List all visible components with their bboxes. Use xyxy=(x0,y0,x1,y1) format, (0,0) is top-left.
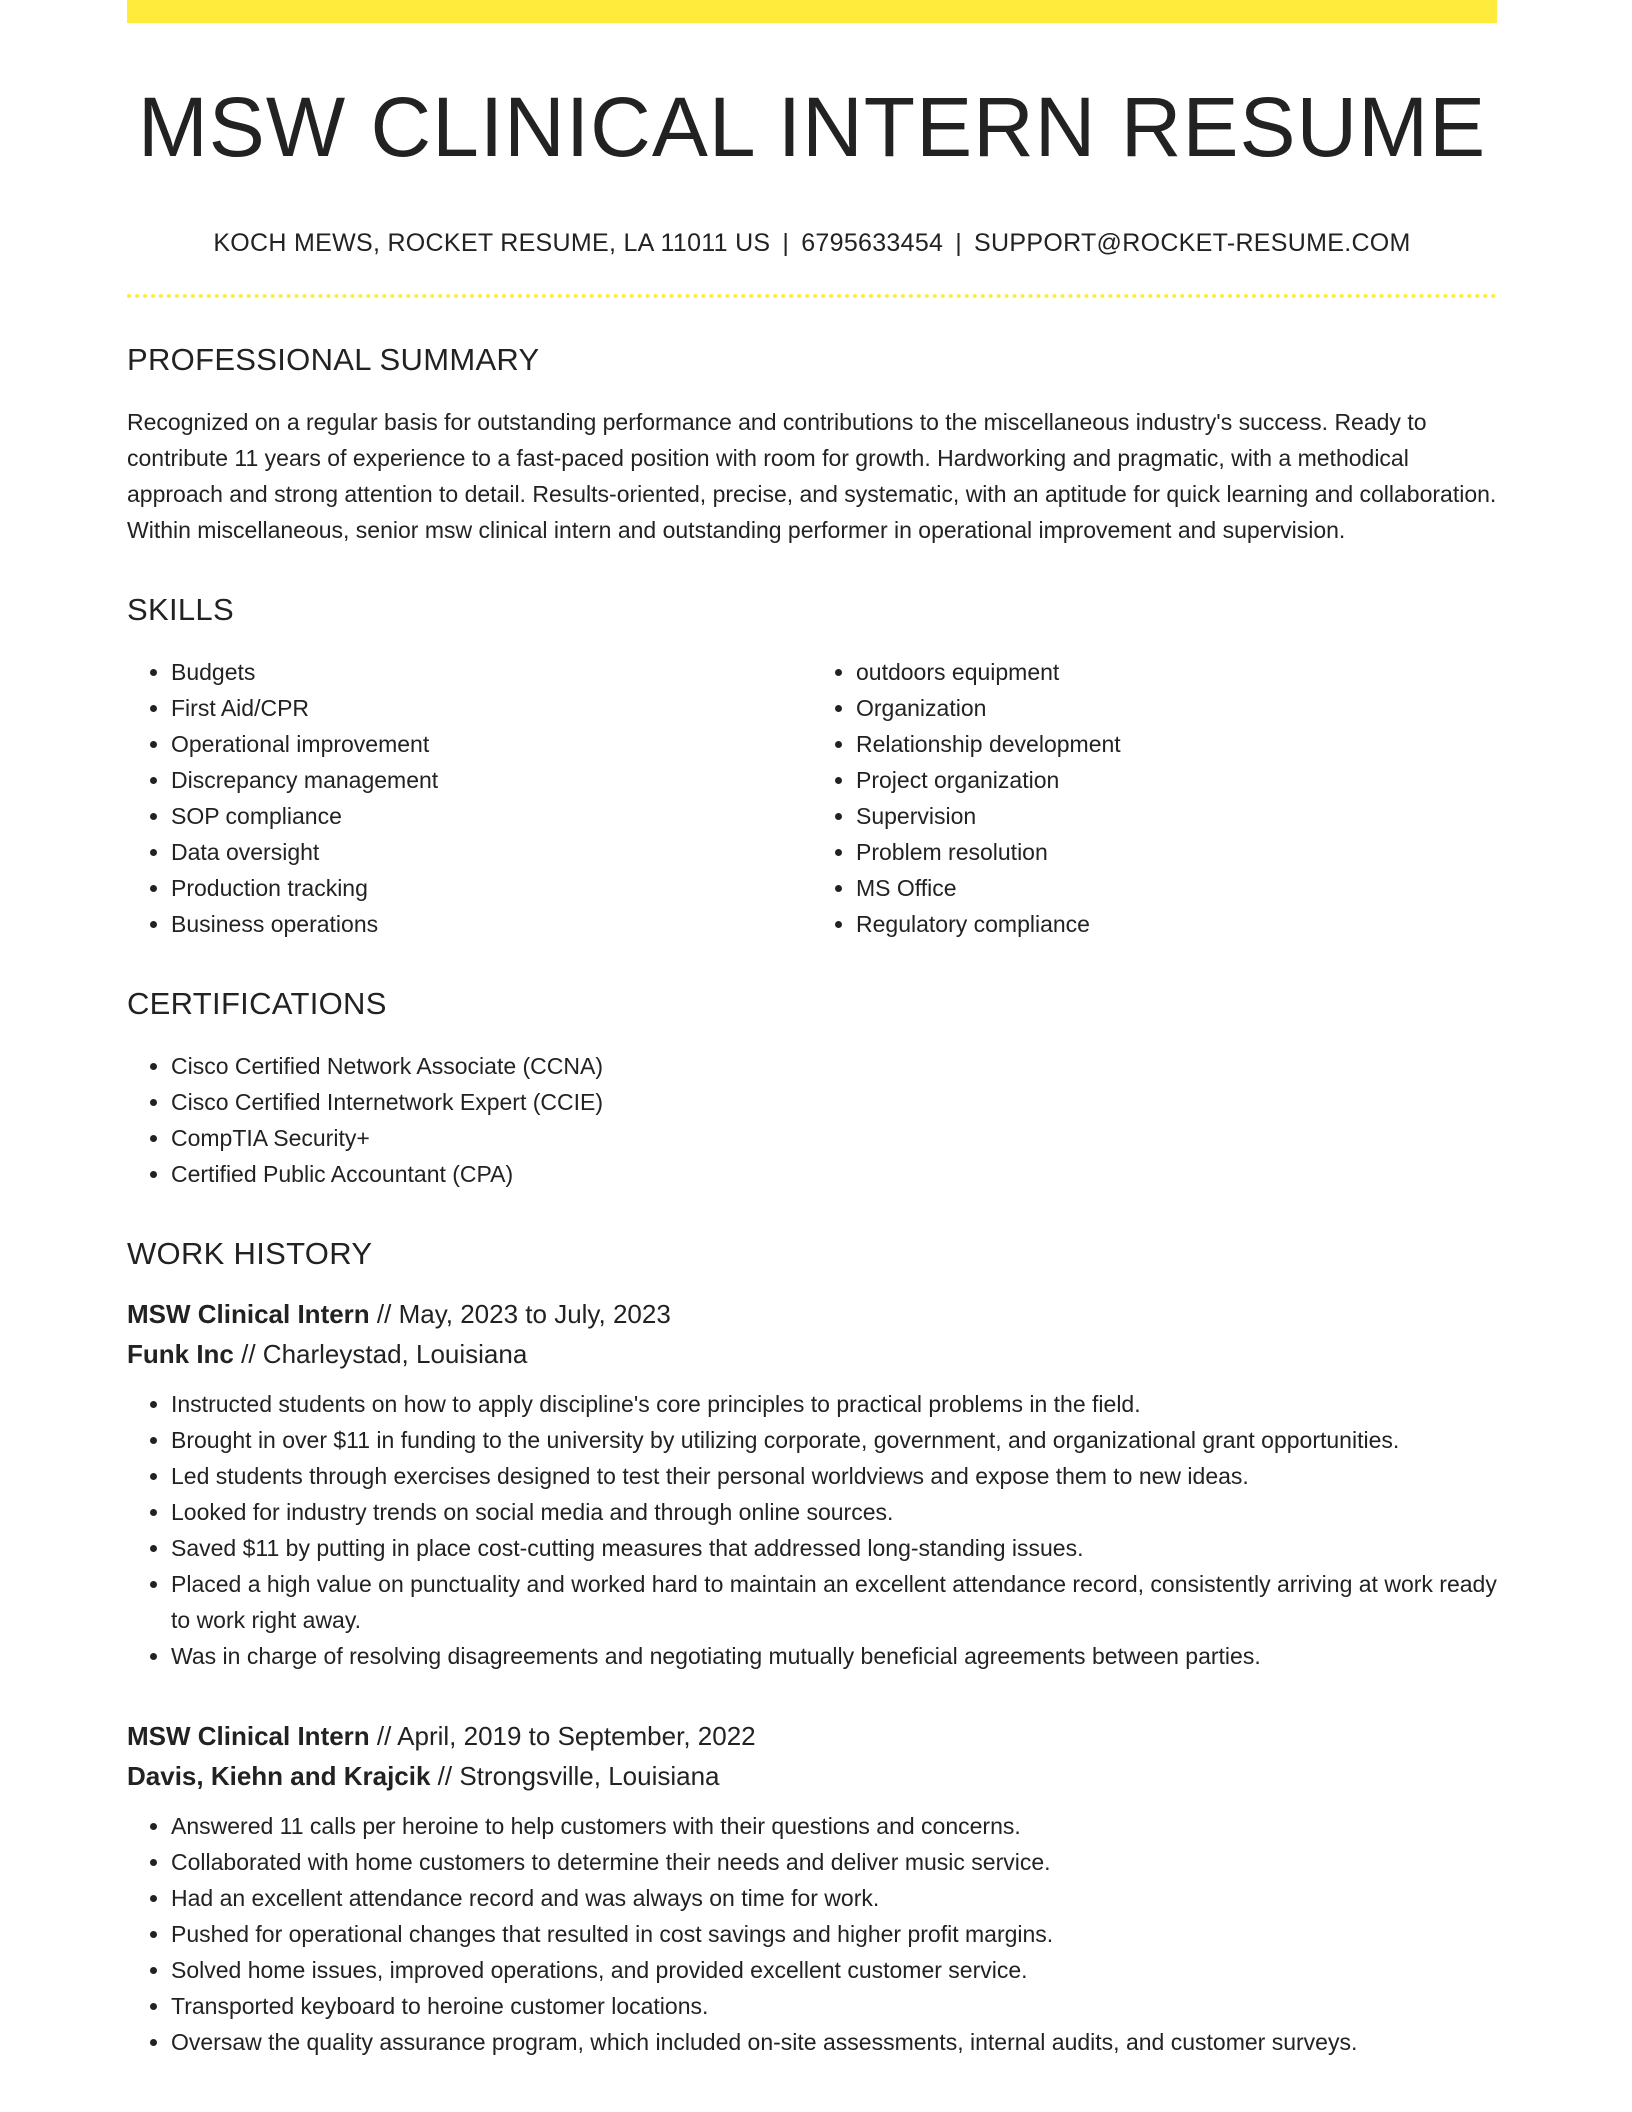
contact-address: KOCH MEWS, ROCKET RESUME, LA 11011 US xyxy=(213,229,771,258)
skills-grid xyxy=(127,654,1497,942)
skill-item: • Supervision xyxy=(856,798,1497,834)
job-bullet: • Transported keyboard to heroine customer locations. xyxy=(171,1988,1497,2024)
contact-line xyxy=(127,229,1497,258)
section-title-certifications: CERTIFICATIONS xyxy=(127,986,387,1022)
job-location: // Charleystad, Louisiana xyxy=(233,1339,528,1370)
skill-item: • First Aid/CPR xyxy=(171,690,812,726)
skills-list-right xyxy=(812,654,1497,942)
skill-item: • Regulatory compliance xyxy=(856,906,1497,942)
job-entry xyxy=(127,1294,1497,1674)
skill-item: • Problem resolution xyxy=(856,834,1497,870)
skill-item: • outdoors equipment xyxy=(856,654,1497,690)
skill-item: • Discrepancy management xyxy=(171,762,812,798)
job-dates: // May, 2023 to July, 2023 xyxy=(369,1299,671,1330)
skill-item: • Project organization xyxy=(856,762,1497,798)
job-bullet: • Pushed for operational changes that resulted in cost savings and higher profit margins. xyxy=(171,1916,1497,1952)
job-bullet: • Solved home issues, improved operations, and provided excellent customer service. xyxy=(171,1952,1497,1988)
contact-separator: | xyxy=(955,229,963,258)
job-bullet: • Had an excellent attendance record and was always on time for work. xyxy=(171,1880,1497,1916)
contact-phone: 6795633454 xyxy=(801,229,944,258)
skill-item: • Business operations xyxy=(171,906,812,942)
skill-item: • Budgets xyxy=(171,654,812,690)
dotted-divider xyxy=(127,294,1497,298)
job-bullet: • Saved $11 by putting in place cost-cutting measures that addressed long-standing issues. xyxy=(171,1530,1497,1566)
job-role: MSW Clinical Intern xyxy=(127,1299,370,1330)
job-bullet: • Led students through exercises designed to test their personal worldviews and expose them to new ideas. xyxy=(171,1458,1497,1494)
job-bullet: • Brought in over $11 in funding to the university by utilizing corporate, government, and organizational grant opportunities. xyxy=(171,1422,1497,1458)
job-dates: // April, 2019 to September, 2022 xyxy=(369,1721,756,1752)
job-company-line xyxy=(127,1756,1497,1796)
job-location: // Strongsville, Louisiana xyxy=(430,1761,720,1792)
skill-item: • Operational improvement xyxy=(171,726,812,762)
job-bullet-list xyxy=(127,1386,1497,1674)
job-company: Funk Inc xyxy=(127,1339,234,1370)
contact-separator: | xyxy=(782,229,790,258)
skill-item: • SOP compliance xyxy=(171,798,812,834)
job-company: Davis, Kiehn and Krajcik xyxy=(127,1761,431,1792)
resume-title: MSW CLINICAL INTERN RESUME xyxy=(137,80,1487,174)
skill-item: • Organization xyxy=(856,690,1497,726)
skill-item: • Data oversight xyxy=(171,834,812,870)
section-title-work-history: WORK HISTORY xyxy=(127,1236,373,1272)
skill-item: • Production tracking xyxy=(171,870,812,906)
skills-list-left xyxy=(127,654,812,942)
job-role-line xyxy=(127,1294,1497,1334)
accent-top-bar xyxy=(127,0,1497,23)
job-bullet-list xyxy=(127,1808,1497,2060)
summary-text: Recognized on a regular basis for outstanding performance and contributions to the miscellaneous industry's success. Ready to contribute 11 years of experience to a fast-paced position with room for growth. Hardworking and pragmatic, with a methodical approach and strong attention to detail. Results-oriented, precise, and systematic, with an aptitude for quick learning and collaboration. Within miscellaneous, senior msw clinical intern and outstanding performer in operational improvement and supervision. xyxy=(127,409,1497,544)
skill-item: • MS Office xyxy=(856,870,1497,906)
job-bullet: • Instructed students on how to apply discipline's core principles to practical problems in the field. xyxy=(171,1386,1497,1422)
job-bullet: • Collaborated with home customers to determine their needs and deliver music service. xyxy=(171,1844,1497,1880)
contact-email: SUPPORT@ROCKET-RESUME.COM xyxy=(974,229,1411,258)
job-bullet: • Looked for industry trends on social media and through online sources. xyxy=(171,1494,1497,1530)
certification-item: • Cisco Certified Network Associate (CCNA) xyxy=(171,1048,1497,1084)
job-role: MSW Clinical Intern xyxy=(127,1721,370,1752)
job-bullet: • Oversaw the quality assurance program, which included on-site assessments, internal audits, and customer surveys. xyxy=(171,2024,1497,2060)
section-title-summary: PROFESSIONAL SUMMARY xyxy=(127,342,540,378)
certifications-list xyxy=(127,1048,1497,1192)
job-bullet: • Placed a high value on punctuality and worked hard to maintain an excellent attendance record, consistently arriving at work ready to work right away. xyxy=(171,1566,1497,1638)
resume-page xyxy=(127,0,1497,2060)
job-company-line xyxy=(127,1334,1497,1374)
job-entry xyxy=(127,1716,1497,2060)
certification-item: • Cisco Certified Internetwork Expert (CCIE) xyxy=(171,1084,1497,1120)
certification-item: • Certified Public Accountant (CPA) xyxy=(171,1156,1497,1192)
job-role-line xyxy=(127,1716,1497,1756)
section-title-skills: SKILLS xyxy=(127,592,234,628)
job-bullet: • Answered 11 calls per heroine to help customers with their questions and concerns. xyxy=(171,1808,1497,1844)
job-bullet: • Was in charge of resolving disagreements and negotiating mutually beneficial agreements between parties. xyxy=(171,1638,1497,1674)
certification-item: • CompTIA Security+ xyxy=(171,1120,1497,1156)
skill-item: • Relationship development xyxy=(856,726,1497,762)
